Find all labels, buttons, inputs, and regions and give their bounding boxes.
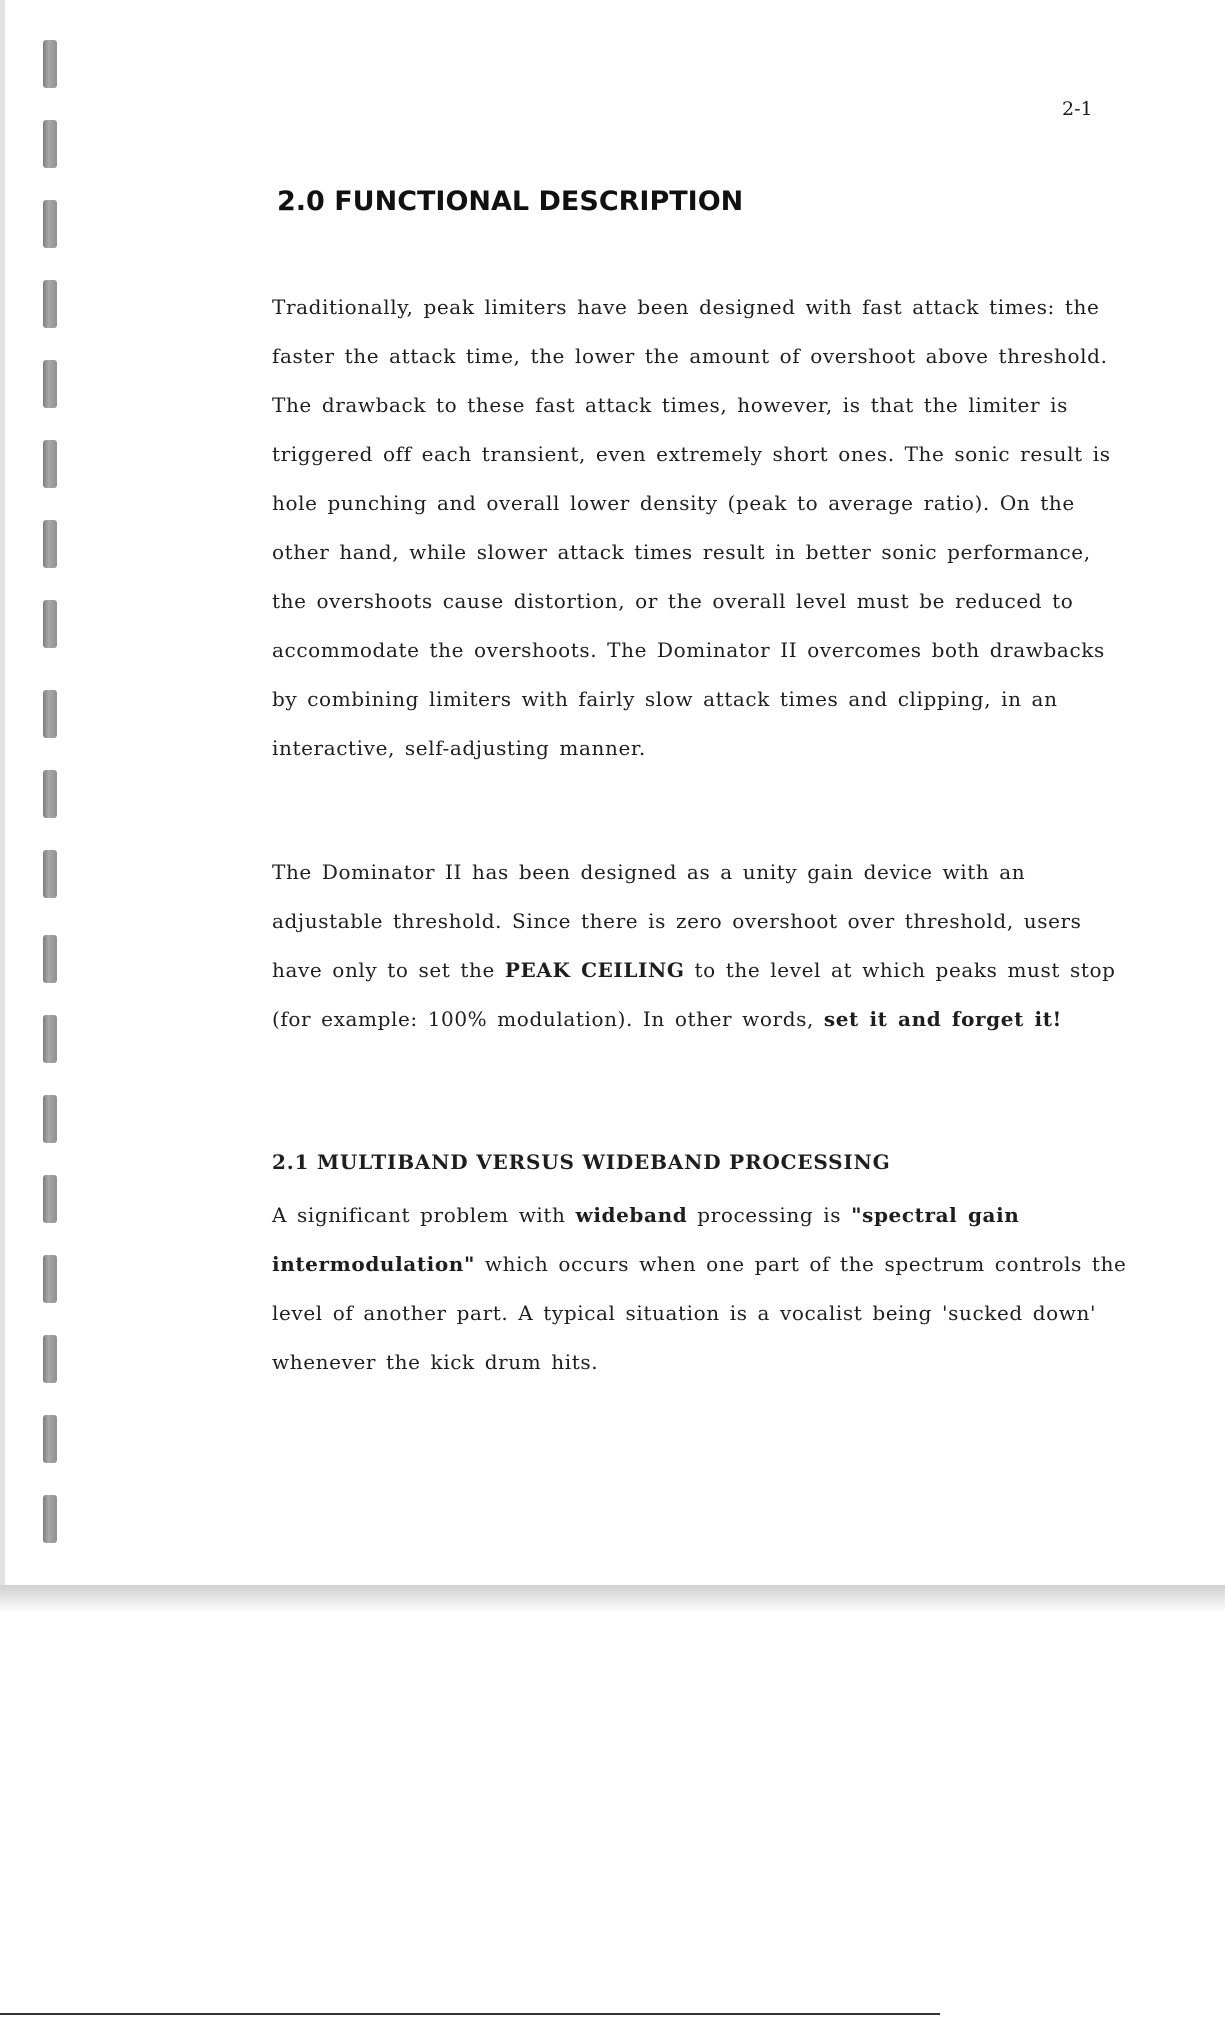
binding-hole xyxy=(43,40,57,88)
peak-ceiling-term: PEAK CEILING xyxy=(504,958,685,982)
section-title: 2.0 FUNCTIONAL DESCRIPTION xyxy=(277,186,744,217)
paragraph-text: which occurs when one part of the spectrum controls the level of another part. A typical situation is a vocalist being 'sucked down' whenever the kick drum hits. xyxy=(272,1252,1127,1374)
paragraph-text: The Dominator II has been designed as a unity gain device with an adjustable threshold. Since there is zero overshoot over threshold, users have only to set the xyxy=(272,860,1082,982)
binding-hole xyxy=(43,935,57,983)
page-number: 2-1 xyxy=(1062,98,1093,120)
binding-hole xyxy=(43,360,57,408)
paragraph-text: processing is xyxy=(687,1203,852,1227)
wideband-term: wideband xyxy=(575,1203,688,1227)
page-edge-shadow xyxy=(0,1585,1225,1613)
binding-hole xyxy=(43,1495,57,1543)
paragraph-attack-times: Traditionally, peak limiters have been designed with fast attack times: the faster the attack time, the lower the amount of overshoot above threshold. The drawback to these fast attack times, however, is that the limiter is triggered off each transient, even extremely short ones. The sonic result is hole punching and overall lower density (peak to average ratio). On the other hand, while slower attack times result in better sonic performance, the overshoots cause distortion, or the overall level must be reduced to accommodate the overshoots. The Dominator II overcomes both drawbacks by combining limiters with fairly slow attack times and clipping, in an interactive, self-adjusting manner. xyxy=(272,295,1111,760)
binding-hole xyxy=(43,1015,57,1063)
binding-hole xyxy=(43,440,57,488)
binding-hole xyxy=(43,1415,57,1463)
binding-hole xyxy=(43,280,57,328)
binding-hole xyxy=(43,200,57,248)
paragraph-text: A significant problem with xyxy=(272,1203,576,1227)
binding-hole xyxy=(43,770,57,818)
binding-hole xyxy=(43,120,57,168)
binding-hole xyxy=(43,1255,57,1303)
binding-hole xyxy=(43,690,57,738)
binding-hole xyxy=(43,850,57,898)
subsection-title: 2.1 MULTIBAND VERSUS WIDEBAND PROCESSING xyxy=(272,1150,891,1174)
binding-hole xyxy=(43,520,57,568)
set-and-forget-phrase: set it and forget it! xyxy=(823,1007,1062,1031)
binding-hole xyxy=(43,1335,57,1383)
binding-hole xyxy=(43,1175,57,1223)
binding-hole xyxy=(43,1095,57,1143)
spectral-gain-term: "spectral gain intermodulation" xyxy=(272,1203,1020,1276)
binding-hole xyxy=(43,600,57,648)
bottom-rule xyxy=(0,2013,940,2015)
paragraph-text: to the level at which peaks must stop (for example: 100% modulation). In other words, xyxy=(272,958,1116,1031)
paragraph-unity-gain xyxy=(272,848,1132,1044)
paragraph-multiband xyxy=(272,1191,1132,1387)
